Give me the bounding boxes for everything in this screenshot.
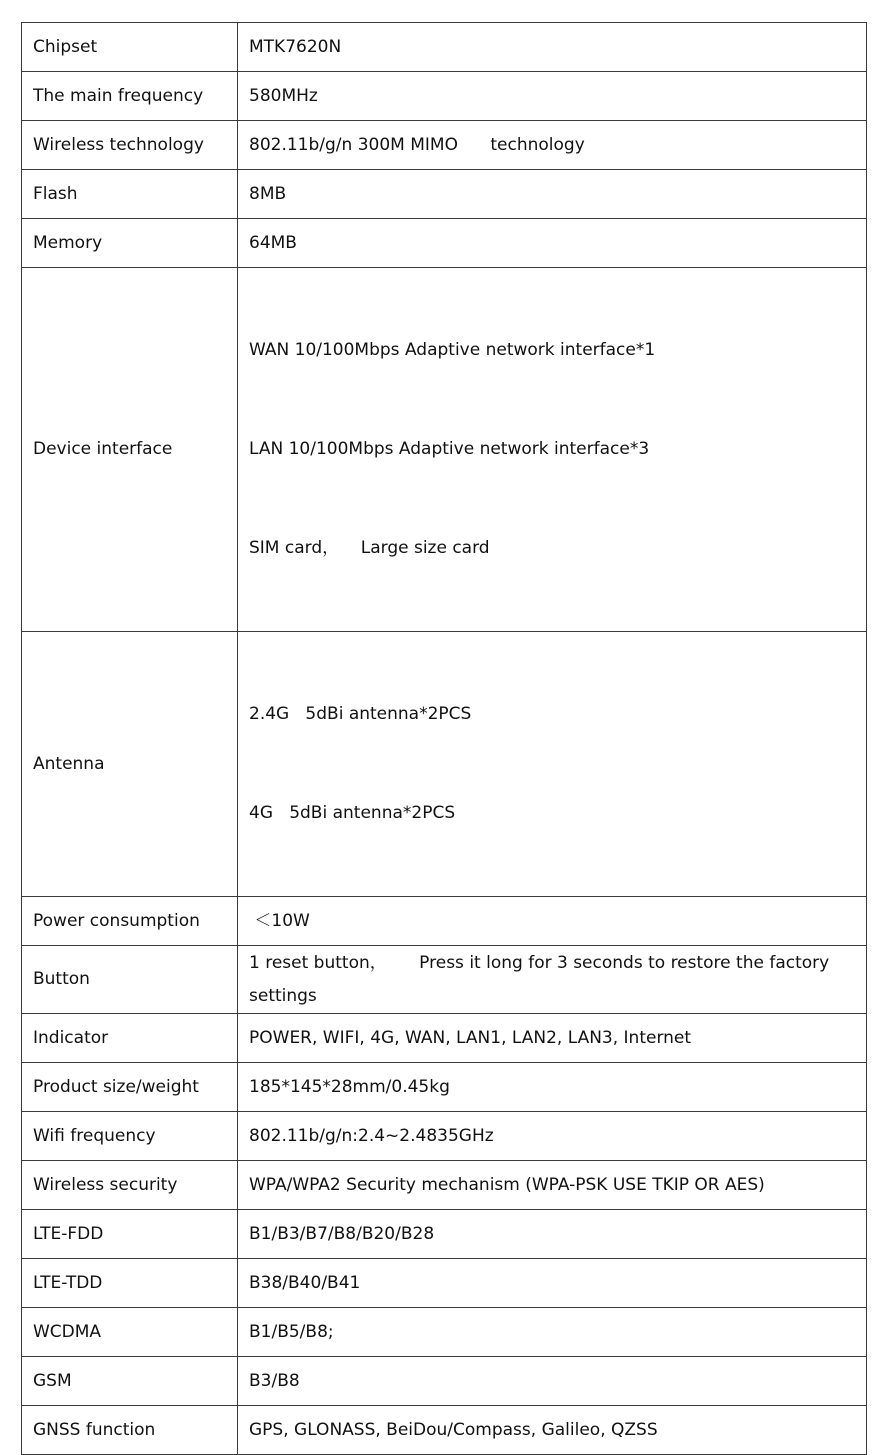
- spec-label: WCDMA: [22, 1308, 238, 1357]
- spec-label: Wireless security: [22, 1161, 238, 1210]
- spec-value: [238, 1406, 867, 1455]
- spec-value: [238, 1063, 867, 1112]
- table-row: [22, 219, 867, 268]
- table-row: [22, 1259, 867, 1308]
- table-row: [22, 632, 867, 897]
- spec-value-line: SIM card， Large size card: [249, 538, 490, 558]
- spec-label: Antenna: [22, 632, 238, 897]
- spec-label: Wireless technology: [22, 121, 238, 170]
- spec-value-line: 4G 5dBi antenna*2PCS: [249, 803, 456, 823]
- spec-value-line: 802.11b/g/n 300M MIMO technology: [249, 134, 585, 155]
- spec-label: Memory: [22, 219, 238, 268]
- table-row: [22, 946, 867, 1014]
- spec-value: [238, 72, 867, 121]
- spec-value: [238, 23, 867, 72]
- spec-value-line: MTK7620N: [249, 36, 342, 57]
- spec-value-line: B3/B8: [249, 1370, 300, 1391]
- spec-value: [238, 1308, 867, 1357]
- spec-value: [238, 632, 867, 897]
- spec-value-line: 64MB: [249, 232, 297, 253]
- spec-value-line: WPA/WPA2 Security mechanism (WPA-PSK USE TKIP OR AES): [249, 1174, 765, 1195]
- table-row: [22, 23, 867, 72]
- spec-label: Device interface: [22, 268, 238, 632]
- table-row: [22, 1406, 867, 1455]
- spec-value-line: LAN 10/100Mbps Adaptive network interface*3: [249, 439, 650, 459]
- spec-label: Indicator: [22, 1014, 238, 1063]
- spec-value-line: 2.4G 5dBi antenna*2PCS: [249, 704, 472, 724]
- spec-value-line: 802.11b/g/n:2.4~2.4835GHz: [249, 1125, 494, 1146]
- table-row: [22, 72, 867, 121]
- spec-value: [238, 897, 867, 946]
- table-row: [22, 1308, 867, 1357]
- spec-value-line: ＜10W: [249, 910, 310, 931]
- spec-label: Product size/weight: [22, 1063, 238, 1112]
- spec-value-line: B1/B5/B8;: [249, 1321, 334, 1342]
- spec-label: Wifi frequency: [22, 1112, 238, 1161]
- spec-value: [238, 946, 867, 1014]
- spec-label: LTE-FDD: [22, 1210, 238, 1259]
- spec-value: [238, 121, 867, 170]
- spec-table-body: [22, 23, 867, 1455]
- spec-value: [238, 219, 867, 268]
- spec-value: [238, 1259, 867, 1308]
- spec-value: [238, 1161, 867, 1210]
- table-row: [22, 1063, 867, 1112]
- spec-value: [238, 1357, 867, 1406]
- spec-value-line: GPS, GLONASS, BeiDou/Compass, Galileo, QZSS: [249, 1419, 658, 1440]
- spec-value-line: 8MB: [249, 183, 287, 204]
- spec-label: Flash: [22, 170, 238, 219]
- table-row: [22, 170, 867, 219]
- spec-value: [238, 170, 867, 219]
- spec-value-line: B1/B3/B7/B8/B20/B28: [249, 1223, 435, 1244]
- table-row: [22, 1210, 867, 1259]
- spec-value-line: 580MHz: [249, 85, 318, 106]
- table-row: [22, 1112, 867, 1161]
- table-row: [22, 1014, 867, 1063]
- spec-value: [238, 1014, 867, 1063]
- table-row: [22, 268, 867, 632]
- spec-label: GNSS function: [22, 1406, 238, 1455]
- spec-value-line: 1 reset button， Press it long for 3 seconds to restore the factory settings: [249, 952, 835, 1006]
- spec-label: The main frequency: [22, 72, 238, 121]
- table-row: [22, 897, 867, 946]
- spec-value-line: B38/B40/B41: [249, 1272, 361, 1293]
- spec-table: [21, 22, 867, 1455]
- spec-label: Power consumption: [22, 897, 238, 946]
- spec-value-line: 185*145*28mm/0.45kg: [249, 1076, 450, 1097]
- spec-value: [238, 268, 867, 632]
- spec-value: [238, 1112, 867, 1161]
- spec-value-line: WAN 10/100Mbps Adaptive network interface*1: [249, 340, 656, 360]
- table-row: [22, 1357, 867, 1406]
- table-row: [22, 121, 867, 170]
- spec-label: Button: [22, 946, 238, 1014]
- spec-value-line: POWER, WIFI, 4G, WAN, LAN1, LAN2, LAN3, Internet: [249, 1027, 692, 1048]
- spec-label: GSM: [22, 1357, 238, 1406]
- spec-label: Chipset: [22, 23, 238, 72]
- spec-label: LTE-TDD: [22, 1259, 238, 1308]
- spec-value: [238, 1210, 867, 1259]
- table-row: [22, 1161, 867, 1210]
